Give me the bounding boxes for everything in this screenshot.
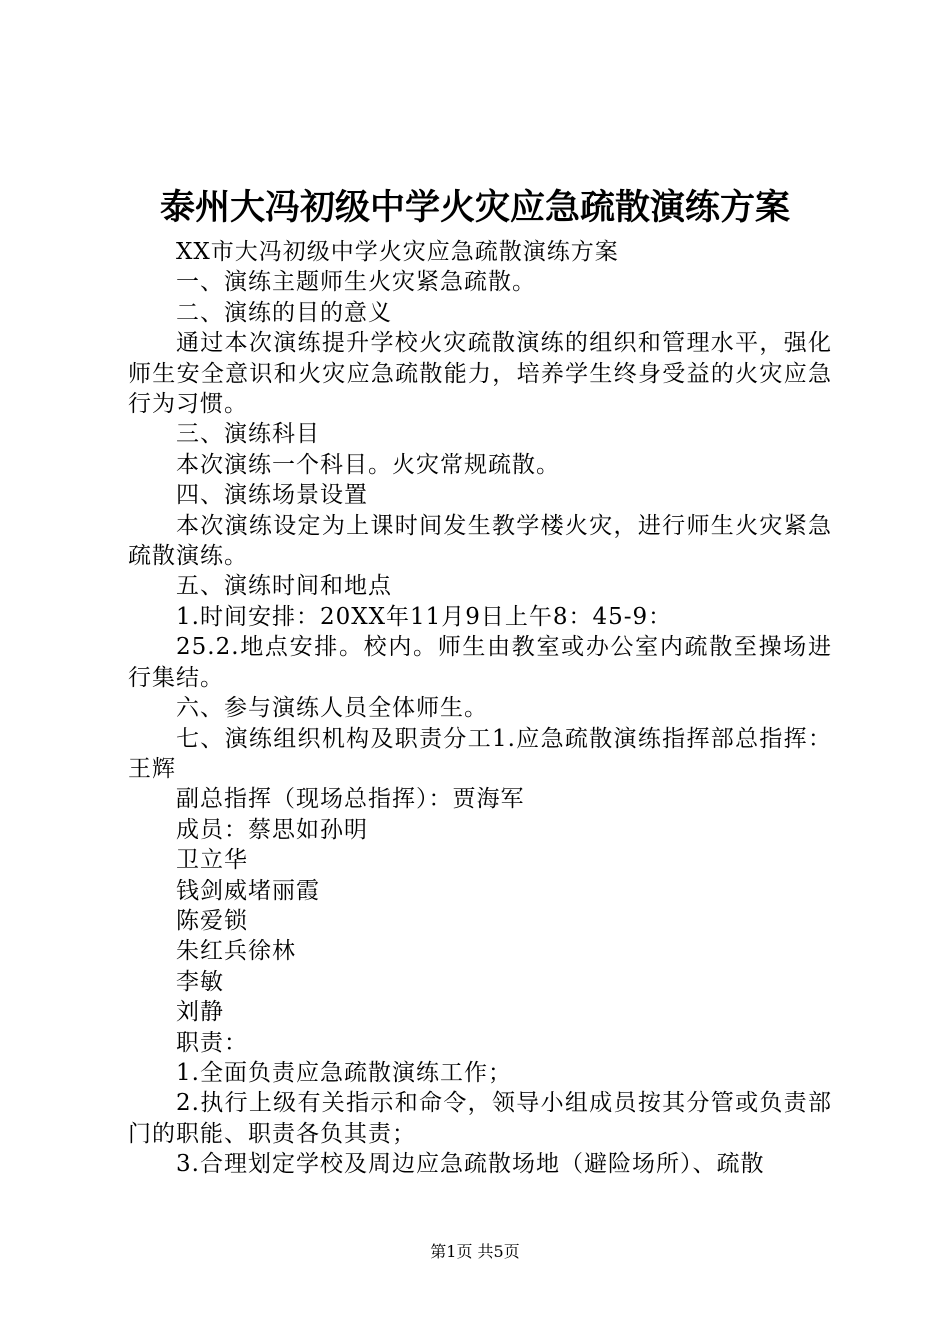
- page-number-footer: 第1页 共5页: [430, 1242, 520, 1261]
- paragraph: 一、演练主题师生火灾紧急疏散。: [176, 269, 536, 296]
- paragraph: 四、演练场景设置: [176, 482, 368, 509]
- paragraph: 朱红兵徐林: [176, 938, 296, 965]
- paragraph: 三、演练科目: [176, 421, 320, 448]
- paragraph: 2.执行上级有关指示和命令，领导小组成员按其分管或负责部门的职能、职责各负其责；: [128, 1090, 832, 1147]
- paragraph: 六、参与演练人员全体师生。: [176, 695, 488, 722]
- paragraph: 陈爱锁: [176, 907, 248, 934]
- document-title: 泰州大冯初级中学火灾应急疏散演练方案: [159, 187, 790, 228]
- paragraph: 通过本次演练提升学校火灾疏散演练的组织和管理水平，强化师生安全意识和火灾应急疏散能力，培养学生终身受益的火灾应急行为习惯。: [128, 330, 832, 418]
- paragraph: 3.合理划定学校及周边应急疏散场地（避险场所）、疏散: [176, 1151, 765, 1178]
- paragraph: 七、演练组织机构及职责分工1.应急疏散演练指挥部总指挥：王辉: [128, 725, 832, 782]
- paragraph: 副总指挥（现场总指挥）：贾海军: [176, 786, 525, 813]
- paragraph: 李敏: [176, 968, 224, 995]
- paragraph: XX市大冯初级中学火灾应急疏散演练方案: [176, 239, 619, 265]
- paragraph: 五、演练时间和地点: [176, 573, 392, 600]
- paragraph: 钱剑威堵丽霞: [176, 877, 320, 904]
- paragraph: 1.全面负责应急疏散演练工作；: [176, 1059, 512, 1086]
- paragraph: 本次演练一个科目。火灾常规疏散。: [176, 451, 560, 478]
- paragraph: 刘静: [176, 999, 224, 1026]
- paragraph: 卫立华: [176, 847, 248, 874]
- paragraph: 1.时间安排：20XX年11月9日上午8：45-9：: [176, 603, 673, 630]
- document-body: [128, 237, 832, 1180]
- paragraph: 二、演练的目的意义: [176, 299, 392, 326]
- paragraph: 职责：: [176, 1029, 248, 1056]
- paragraph: 本次演练设定为上课时间发生教学楼火灾，进行师生火灾紧急疏散演练。: [128, 512, 832, 570]
- paragraph: 成员：蔡思如孙明: [176, 816, 368, 843]
- paragraph: 25.2.地点安排。校内。师生由教室或办公室内疏散至操场进行集结。: [128, 634, 832, 691]
